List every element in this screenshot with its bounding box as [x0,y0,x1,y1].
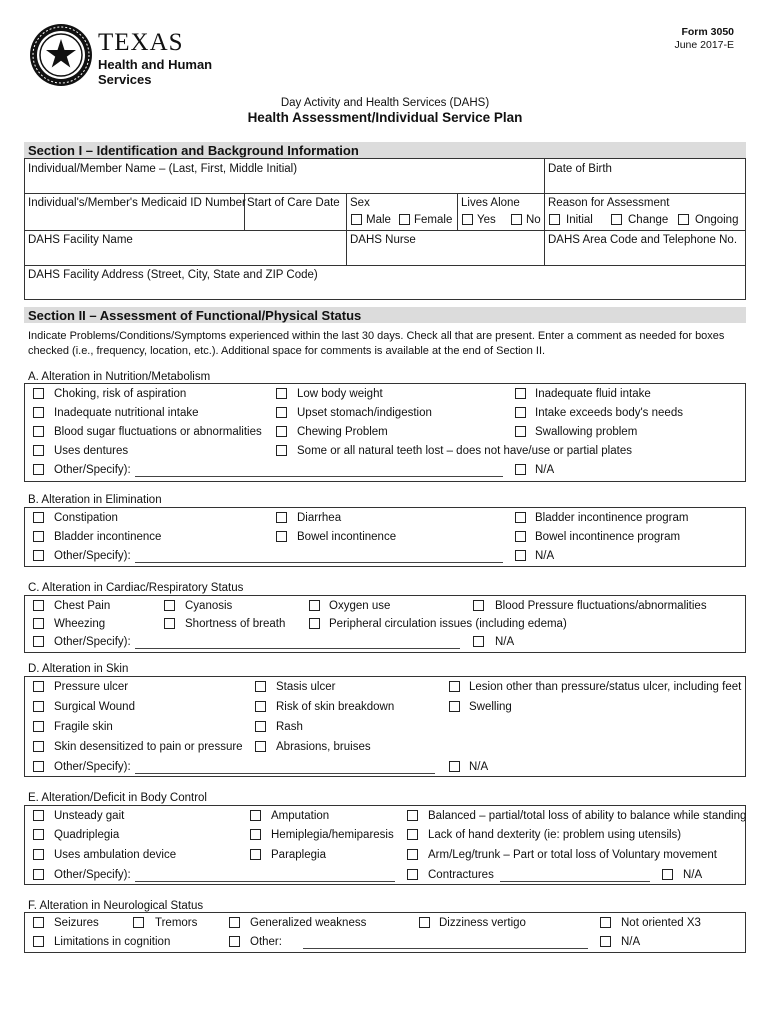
group-a-na-label: N/A [535,464,555,476]
constipation-checkbox[interactable] [33,512,44,523]
quadriplegia-checkbox[interactable] [33,829,44,840]
ambulation-device-label: Uses ambulation device [54,849,177,861]
group-b-title: B. Alteration in Elimination [28,494,162,506]
form-date: June 2017-E [674,39,734,51]
ongoing-checkbox[interactable] [678,214,689,225]
low-body-weight-label: Low body weight [297,388,383,400]
rash-label: Rash [276,721,303,733]
group-f-other-label: Other: [250,936,282,948]
not-oriented-checkbox[interactable] [600,917,611,928]
upset-stomach-label: Upset stomach/indigestion [297,407,432,419]
chest-pain-label: Chest Pain [54,600,111,612]
group-f-na-label: N/A [621,936,641,948]
group-e-na-label: N/A [683,869,703,881]
intake-exceeds-checkbox[interactable] [515,407,526,418]
shortness-breath-checkbox[interactable] [164,618,175,629]
cyanosis-checkbox[interactable] [164,600,175,611]
seizures-checkbox[interactable] [33,917,44,928]
cognition-checkbox[interactable] [33,936,44,947]
reason-label: Reason for Assessment [548,197,670,209]
contractures-checkbox[interactable] [407,869,418,880]
voluntary-movement-label: Arm/Leg/trunk – Part or total loss of Voluntary movement [428,849,717,861]
chest-pain-checkbox[interactable] [33,600,44,611]
group-f-title: F. Alteration in Neurological Status [28,900,204,912]
facility-address-label: DAHS Facility Address (Street, City, State and ZIP Code) [28,269,318,281]
male-label: Male [366,214,391,226]
bowel-program-checkbox[interactable] [515,531,526,542]
form-number: Form 3050 [681,26,734,38]
teeth-lost-checkbox[interactable] [276,445,287,456]
balance-label: Balanced – partial/total loss of ability to balance while standing [428,810,747,822]
group-e-other-label: Other/Specify): [54,869,131,881]
inadequate-nutritional-checkbox[interactable] [33,407,44,418]
area-code-label: DAHS Area Code and Telephone No. [548,234,738,246]
group-d-other-checkbox[interactable] [33,761,44,772]
cyanosis-label: Cyanosis [185,600,233,612]
bowel-program-label: Bowel incontinence program [535,531,681,543]
hemiplegia-label: Hemiplegia/hemiparesis [271,829,394,841]
group-a-other-label: Other/Specify): [54,464,131,476]
swelling-label: Swelling [469,701,512,713]
group-c-title: C. Alteration in Cardiac/Respiratory Status [28,582,244,594]
dizziness-checkbox[interactable] [419,917,430,928]
bladder-program-label: Bladder incontinence program [535,512,689,524]
bladder-incontinence-label: Bladder incontinence [54,531,162,543]
inadequate-fluid-checkbox[interactable] [515,388,526,399]
chewing-label: Chewing Problem [297,426,388,438]
section2-title: Section II – Assessment of Functional/Physical Status [28,308,362,323]
stasis-ulcer-checkbox[interactable] [255,681,266,692]
generalized-weakness-label: Generalized weakness [250,917,367,929]
ambulation-device-checkbox[interactable] [33,849,44,860]
generalized-weakness-checkbox[interactable] [229,917,240,928]
skin-breakdown-label: Risk of skin breakdown [276,701,395,713]
lesion-label: Lesion other than pressure/status ulcer, including feet [469,681,742,693]
unsteady-gait-checkbox[interactable] [33,810,44,821]
form-title: Health Assessment/Individual Service Plan [247,110,523,125]
skin-breakdown-checkbox[interactable] [255,701,266,712]
female-label: Female [414,214,453,226]
bladder-program-checkbox[interactable] [515,512,526,523]
diarrhea-checkbox[interactable] [276,512,287,523]
lives-alone-yes-checkbox[interactable] [462,214,473,225]
low-body-weight-checkbox[interactable] [276,388,287,399]
group-e-na-checkbox[interactable] [662,869,673,880]
stasis-ulcer-label: Stasis ulcer [276,681,336,693]
logo-hhs-line2: Services [98,72,152,87]
male-checkbox[interactable] [351,214,362,225]
facility-name-label: DAHS Facility Name [28,234,133,246]
group-b-other-checkbox[interactable] [33,550,44,561]
unsteady-gait-label: Unsteady gait [54,810,125,822]
paraplegia-checkbox[interactable] [250,849,261,860]
ongoing-label: Ongoing [695,214,739,226]
group-d-na-checkbox[interactable] [449,761,460,772]
rash-checkbox[interactable] [255,721,266,732]
abrasions-label: Abrasions, bruises [276,741,371,753]
group-d-na-label: N/A [469,761,489,773]
amputation-checkbox[interactable] [250,810,261,821]
shortness-breath-label: Shortness of breath [185,618,286,630]
pressure-ulcer-label: Pressure ulcer [54,681,129,693]
skin-desensitized-checkbox[interactable] [33,741,44,752]
voluntary-movement-checkbox[interactable] [407,849,418,860]
peripheral-checkbox[interactable] [309,618,320,629]
group-b-other-input[interactable] [135,562,503,563]
wheezing-checkbox[interactable] [33,618,44,629]
lives-alone-label: Lives Alone [461,197,520,209]
seizures-label: Seizures [54,917,99,929]
inadequate-nutritional-label: Inadequate nutritional intake [54,407,199,419]
blood-sugar-checkbox[interactable] [33,426,44,437]
group-c-na-checkbox[interactable] [473,636,484,647]
hemiplegia-checkbox[interactable] [250,829,261,840]
tremors-label: Tremors [155,917,198,929]
group-d-title: D. Alteration in Skin [28,663,129,675]
oxygen-checkbox[interactable] [309,600,320,611]
wheezing-label: Wheezing [54,618,106,630]
quadriplegia-label: Quadriplegia [54,829,120,841]
balance-checkbox[interactable] [407,810,418,821]
teeth-lost-label: Some or all natural teeth lost – does not have/use or partial plates [297,445,632,457]
dentures-checkbox[interactable] [33,445,44,456]
dizziness-label: Dizziness vertigo [439,917,526,929]
fragile-skin-checkbox[interactable] [33,721,44,732]
choking-label: Choking, risk of aspiration [54,388,187,400]
group-b-other-label: Other/Specify): [54,550,131,562]
logo-hhs-line1: Health and Human [98,57,213,72]
dentures-label: Uses dentures [54,445,129,457]
bowel-incontinence-checkbox[interactable] [276,531,287,542]
contractures-label: Contractures [428,869,494,881]
group-e-other-checkbox[interactable] [33,869,44,880]
group-e-title: E. Alteration/Deficit in Body Control [28,792,207,804]
initial-label: Initial [566,214,593,226]
contractures-input[interactable] [500,881,650,882]
group-f-na-checkbox[interactable] [600,936,611,947]
diarrhea-label: Diarrhea [297,512,342,524]
bowel-incontinence-label: Bowel incontinence [297,531,397,543]
lives-alone-no-checkbox[interactable] [511,214,522,225]
abrasions-checkbox[interactable] [255,741,266,752]
group-e-other-input[interactable] [135,881,395,882]
group-b-na-checkbox[interactable] [515,550,526,561]
constipation-label: Constipation [54,512,118,524]
group-a-title: A. Alteration in Nutrition/Metabolism [28,371,211,383]
change-label: Change [628,214,669,226]
lesion-checkbox[interactable] [449,681,460,692]
blood-pressure-label: Blood Pressure fluctuations/abnormalities [495,600,707,612]
cognition-label: Limitations in cognition [54,936,171,948]
no-label: No [526,214,541,226]
section1-title: Section I – Identification and Background Information [28,143,359,158]
group-a-other-input[interactable] [135,476,503,477]
bladder-incontinence-checkbox[interactable] [33,531,44,542]
chewing-checkbox[interactable] [276,426,287,437]
start-of-care-label: Start of Care Date [247,197,340,209]
group-f-other-input[interactable] [303,948,588,949]
blood-sugar-label: Blood sugar fluctuations or abnormalities [54,426,262,438]
texas-hhs-logo [28,22,213,92]
group-a-na-checkbox[interactable] [515,464,526,475]
dob-label: Date of Birth [548,163,612,175]
logo-texas: TEXAS [98,29,184,56]
yes-label: Yes [477,214,496,226]
intake-exceeds-label: Intake exceeds body's needs [535,407,683,419]
not-oriented-label: Not oriented X3 [621,917,701,929]
group-c-na-label: N/A [495,636,515,648]
paraplegia-label: Paraplegia [271,849,326,861]
group-c-other-checkbox[interactable] [33,636,44,647]
member-name-label: Individual/Member Name – (Last, First, Middle Initial) [28,163,298,175]
medicaid-id-label: Individual's/Member's Medicaid ID Number [28,197,246,209]
group-f-other-checkbox[interactable] [229,936,240,947]
amputation-label: Amputation [271,810,330,822]
change-checkbox[interactable] [611,214,622,225]
tremors-checkbox[interactable] [133,917,144,928]
inadequate-fluid-label: Inadequate fluid intake [535,388,651,400]
female-checkbox[interactable] [399,214,410,225]
group-d-other-label: Other/Specify): [54,761,131,773]
fragile-skin-label: Fragile skin [54,721,113,733]
form-subtitle: Day Activity and Health Services (DAHS) [280,97,490,109]
skin-desensitized-label: Skin desensitized to pain or pressure [54,741,243,753]
state-seal-icon [28,22,94,88]
section2-instructions-2: checked (i.e., frequency, location, etc.). Additional space for comments is available at the end of Section II. [28,345,546,357]
peripheral-label: Peripheral circulation issues (including edema) [329,618,567,630]
surgical-wound-checkbox[interactable] [33,701,44,712]
hand-dexterity-checkbox[interactable] [407,829,418,840]
swelling-checkbox[interactable] [449,701,460,712]
section2-instructions-1: Indicate Problems/Conditions/Symptoms experienced within the last 30 days. Check all that are present. Enter a comment as needed for boxes [28,330,725,342]
group-a-other-checkbox[interactable] [33,464,44,475]
blood-pressure-checkbox[interactable] [473,600,484,611]
surgical-wound-label: Surgical Wound [54,701,135,713]
group-d-other-input[interactable] [135,773,435,774]
group-c-other-label: Other/Specify): [54,636,131,648]
swallowing-label: Swallowing problem [535,426,638,438]
choking-checkbox[interactable] [33,388,44,399]
hand-dexterity-label: Lack of hand dexterity (ie: problem using utensils) [428,829,682,841]
oxygen-label: Oxygen use [329,600,391,612]
sex-label: Sex [350,197,370,209]
nurse-label: DAHS Nurse [350,234,416,246]
group-b-na-label: N/A [535,550,555,562]
initial-checkbox[interactable] [549,214,560,225]
upset-stomach-checkbox[interactable] [276,407,287,418]
swallowing-checkbox[interactable] [515,426,526,437]
group-c-other-input[interactable] [135,648,460,649]
pressure-ulcer-checkbox[interactable] [33,681,44,692]
